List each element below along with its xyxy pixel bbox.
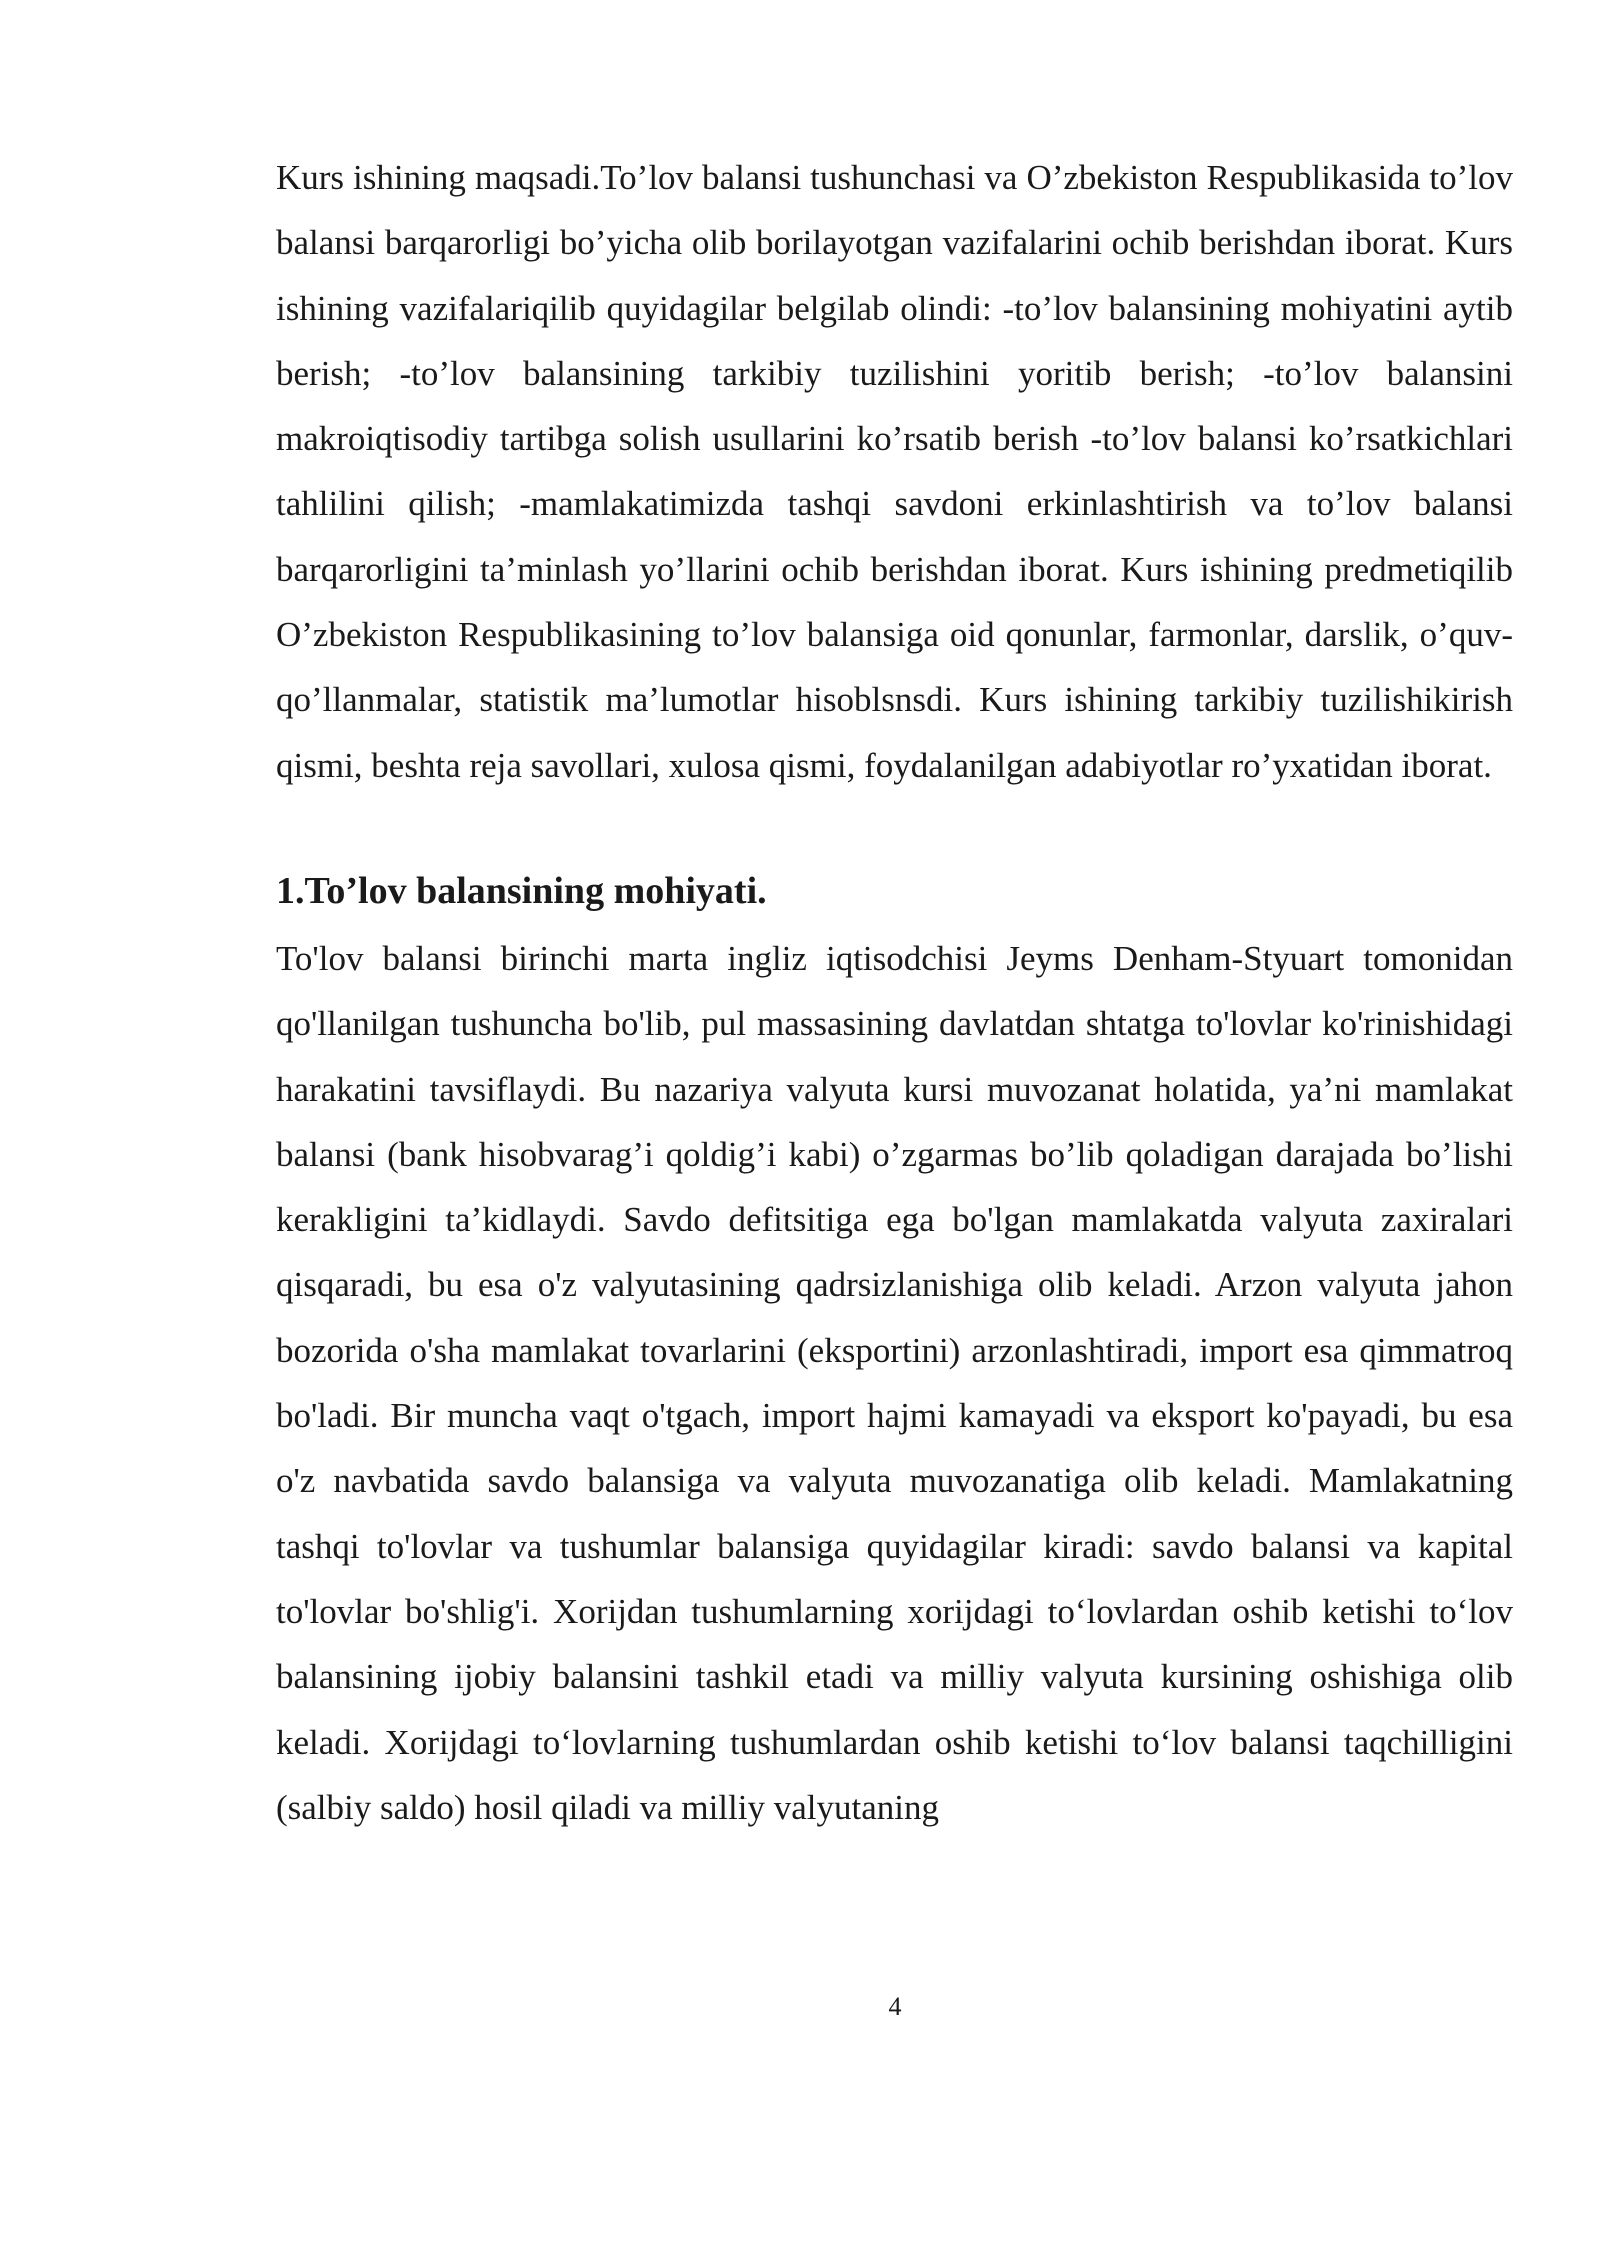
page-body [276, 145, 1513, 1840]
section-paragraph: To'lov balansi birinchi marta ingliz iqtisodchisi Jeyms Denham-Styuart tomonidan qo'llanilgan tushuncha bo'lib, pul massasining davlatdan shtatga to'lovlar ko'rinishidagi harakatini tavsiflaydi. Bu nazariya valyuta kursi muvozanat holatida, ya’ni mamlakat balansi (bank hisobvarag’i qoldig’i kabi) o’zgarmas bo’lib qoladigan darajada bo’lishi kerakligini ta’kidlaydi. Savdo defitsitiga ega bo'lgan mamlakatda valyuta zaxiralari qisqaradi, bu esa o'z valyutasining qadrsizlanishiga olib keladi. Arzon valyuta jahon bozorida o'sha mamlakat tovarlarini (eksportini) arzonlashtiradi, import esa qimmatroq bo'ladi. Bir muncha vaqt o'tgach, import hajmi kamayadi va eksport ko'payadi, bu esa o'z navbatida savdo balansiga va valyuta muvozanatiga olib keladi. Mamlakatning tashqi to'lovlar va tushumlar balansiga quyidagilar kiradi: savdo balansi va kapital to'lovlar bo'shlig'i. Xorijdan tushumlarning xorijdagi to‘lovlardan oshib ketishi to‘lov balansining ijobiy balansini tashkil etadi va milliy valyuta kursining oshishiga olib keladi. Xorijdagi to‘lovlarning tushumlardan oshib ketishi to‘lov balansi taqchilligini (salbiy saldo) hosil qiladi va milliy valyutaning [276, 938, 1513, 1827]
section-heading: 1.To’lov balansining mohiyati. [276, 869, 767, 912]
intro-paragraph: Kurs ishining maqsadi.To’lov balansi tushunchasi va O’zbekiston Respublikasida to’lov balansi barqarorligi bo’yicha olib borilayotgan vazifalarini ochib berishdan iborat. Kurs ishining vazifalariqilib quyidagilar belgilab olindi: -to’lov balansining mohiyatini aytib berish; -to’lov balansining tarkibiy tuzilishini yoritib berish; -to’lov balansini makroiqtisodiy tartibga solish usullarini ko’rsatib berish -to’lov balansi ko’rsatkichlari tahlilini qilish; -mamlakatimizda tashqi savdoni erkinlashtirish va to’lov balansi barqarorligini ta’minlash yo’llarini ochib berishdan iborat. Kurs ishining predmetiqilib O’zbekiston Respublikasining to’lov balansiga oid qonunlar, farmonlar, darslik, o’quv-qo’llanmalar, statistik ma’lumotlar hisoblsnsdi. Kurs ishining tarkibiy tuzilishikirish qismi, beshta reja savollari, xulosa qismi, foydalanilgan adabiyotlar ro’yxatidan iborat. [276, 158, 1513, 785]
page-number: 4 [888, 1992, 902, 2021]
